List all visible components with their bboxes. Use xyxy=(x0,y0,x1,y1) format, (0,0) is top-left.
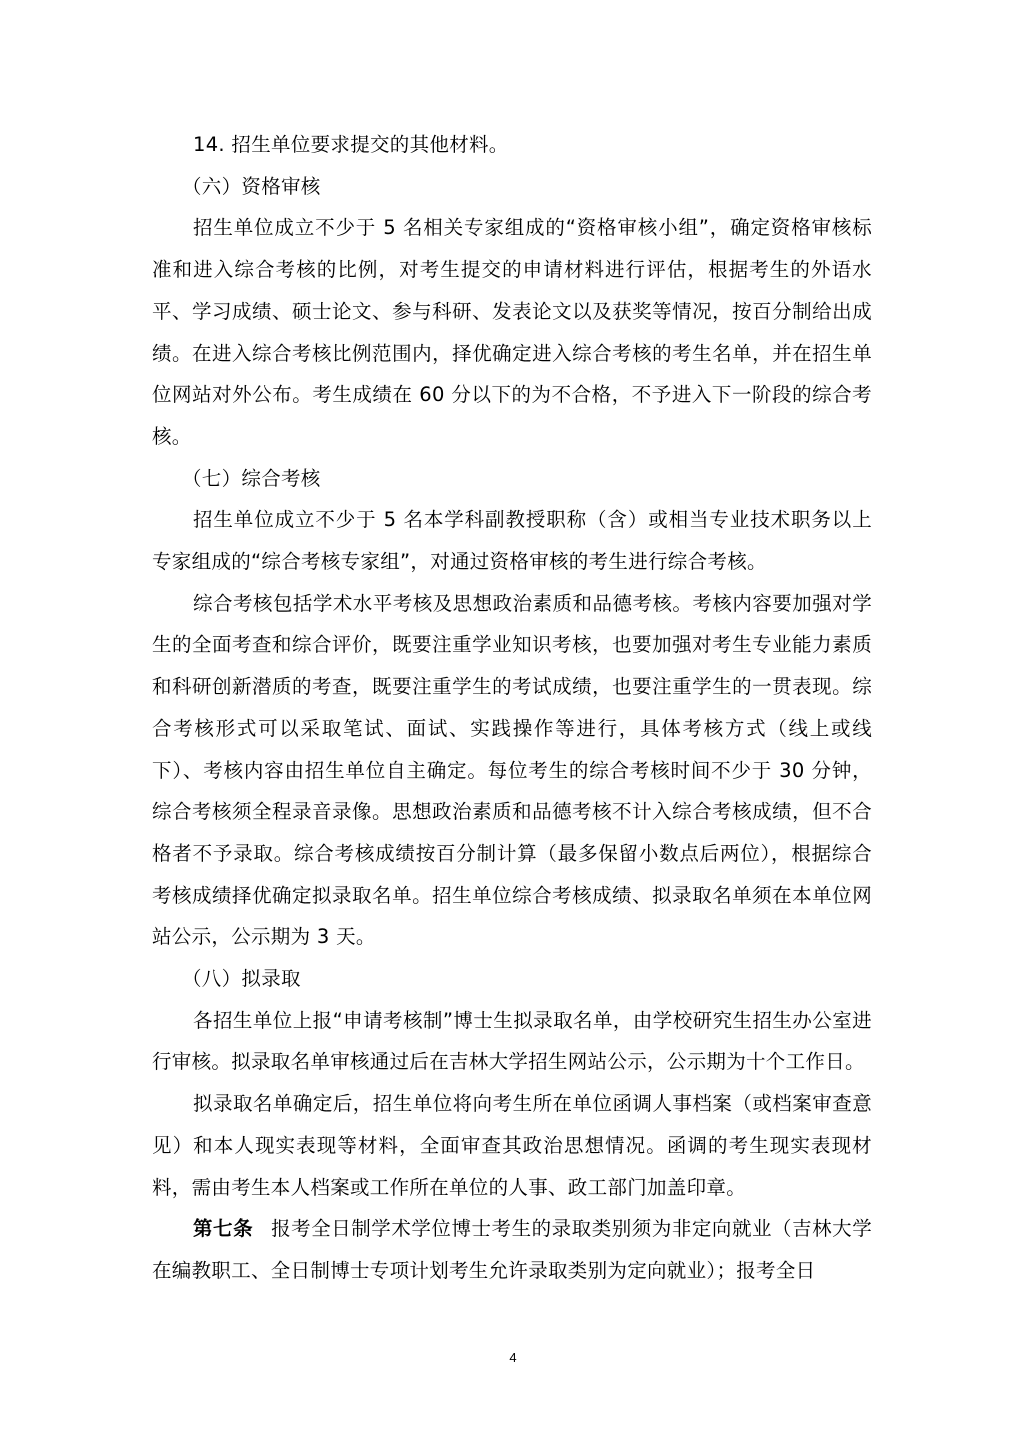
page-number: 4 xyxy=(509,1350,517,1365)
article-number: 第七条 xyxy=(193,1217,254,1241)
section-heading-proposed-admission: （八）拟录取 xyxy=(182,967,301,991)
paragraph-expert-panel: 招生单位成立不少于 5 名本学科副教授职称（含）或相当专业技术职务以上专家组成的“综合考核专家组”，对通过资格审核的考生进行综合考核。 xyxy=(152,508,872,574)
section-heading-qualification-review: （六）资格审核 xyxy=(182,174,321,198)
paragraph-item-14: 14. 招生单位要求提交的其他材料。 xyxy=(193,133,509,156)
paragraph-assessment-content: 综合考核包括学术水平考核及思想政治素质和品德考核。考核内容要加强对学生的全面考查和综合评价，既要注重学业知识考核，也要加强对考生专业能力素质和科研创新潜质的考查，既要注重学生的考试成绩，也要注重学生的一贯表现。综合考核形式可以采取笔试、面试、实践操作等进行，具体考核方式（线上或线下）、考核内容由招生单位自主确定。每位考生的综合考核时间不少于 30 分钟，综合考核须全程录音录像。思想政治素质和品德考核不计入综合考核成绩，但不合格者不予录取。综合考核成绩按百分制计算（最多保留小数点后两位），根据综合考核成绩择优确定拟录取名单。招生单位综合考核成绩、拟录取名单须在本单位网站公示，公示期为 3 天。 xyxy=(152,591,872,949)
article-text: 报考全日制学术学位博士考生的录取类别须为非定向就业（吉林大学在编教职工、全日制博士专项计划考生允许录取类别为定向就业）；报考全日 xyxy=(152,1217,872,1282)
paragraph-admission-list: 各招生单位上报“申请考核制”博士生拟录取名单，由学校研究生招生办公室进行审核。拟录取名单审核通过后在吉林大学招生网站公示，公示期为十个工作日。 xyxy=(152,1008,872,1074)
article-paragraph xyxy=(152,1208,872,1291)
section-heading-comprehensive-assessment: （七）综合考核 xyxy=(182,466,321,490)
paragraph-qualification-review: 招生单位成立不少于 5 名相关专家组成的“资格审核小组”，确定资格审核标准和进入综合考核的比例，对考生提交的申请材料进行评估，根据考生的外语水平、学习成绩、硕士论文、参与科研、发表论文以及获奖等情况，按百分制给出成绩。在进入综合考核比例范围内，择优确定进入综合考核的考生名单，并在招生单位网站对外公布。考生成绩在 60 分以下的为不合格，不予进入下一阶段的综合考核。 xyxy=(152,216,872,448)
paragraph-file-review: 拟录取名单确定后，招生单位将向考生所在单位函调人事档案（或档案审查意见）和本人现实表现等材料，全面审查其政治思想情况。函调的考生现实表现材料，需由考生本人档案或工作所在单位的人事、政工部门加盖印章。 xyxy=(152,1092,872,1199)
document-body xyxy=(152,124,872,1292)
